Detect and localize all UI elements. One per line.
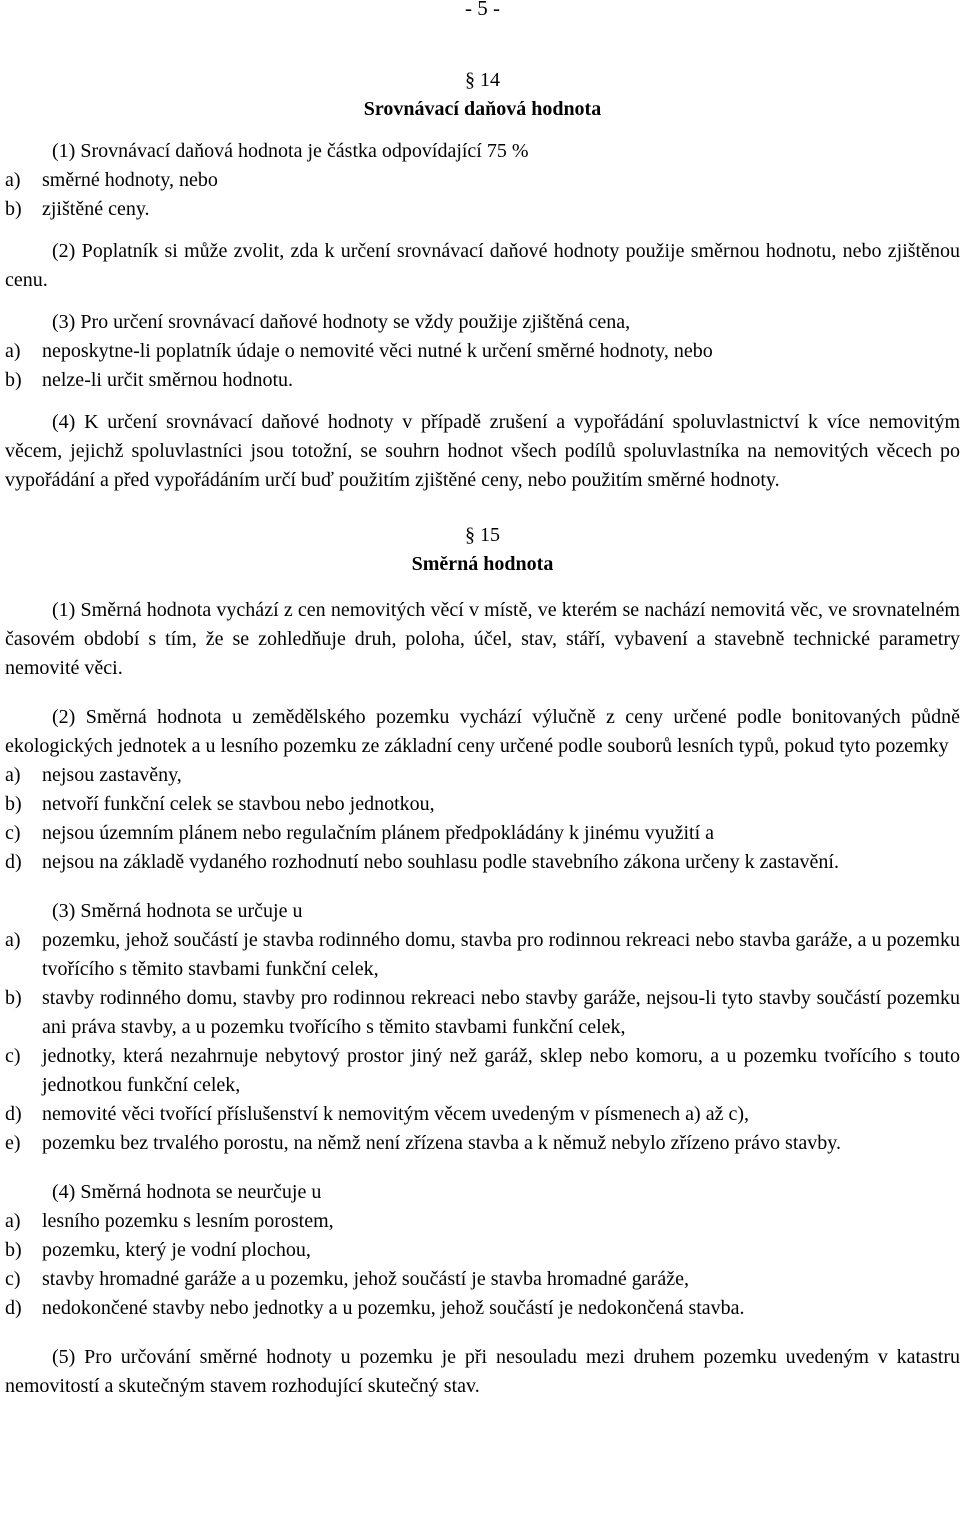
list-item-label: a) bbox=[5, 764, 21, 786]
list-item-text: směrné hodnoty, nebo bbox=[42, 169, 218, 191]
sec15-paragraph-1: (1) Směrná hodnota vychází z cen nemovitých věcí v místě, ve kterém se nachází nemovitá věc, ve srovnatelném časovém období s tím, že se zohledňuje druh, poloha, účel, stav, stáří, vybavení a stavebně technické parametry nemovité věci. bbox=[5, 599, 960, 679]
list-item-text: pozemku, jehož součástí je stavba rodinného domu, stavba pro rodinnou rekreaci nebo stavba garáže, a u pozemku tvořícího s těmito stavbami funkční celek, bbox=[42, 929, 960, 980]
list-item-text: neposkytne-li poplatník údaje o nemovité věci nutné k určení směrné hodnoty, nebo bbox=[42, 340, 713, 362]
list-item-label: e) bbox=[5, 1132, 21, 1154]
list-item-text: netvoří funkční celek se stavbou nebo jednotkou, bbox=[42, 793, 435, 815]
section-14-number: § 14 bbox=[465, 69, 500, 91]
document-page bbox=[5, 0, 960, 1401]
list-item-label: a) bbox=[5, 340, 21, 362]
section-14 bbox=[5, 66, 960, 495]
list-item-text: pozemku bez trvalého porostu, na němž není zřízena stavba a k němuž nebylo zřízeno právo stavby. bbox=[42, 1132, 841, 1154]
list-item bbox=[5, 819, 960, 848]
list-item-text: nejsou územním plánem nebo regulačním plánem předpokládány k jinému využití a bbox=[42, 822, 715, 844]
sec15-paragraph-5: (5) Pro určování směrné hodnoty u pozemku je při nesouladu mezi druhem pozemku uvedeným v katastru nemovitostí a skutečným stavem rozhodující skutečný stav. bbox=[5, 1346, 960, 1397]
section-15-title: Směrná hodnota bbox=[411, 553, 554, 575]
list-item-label: b) bbox=[5, 793, 22, 815]
list-item-text: jednotky, která nezahrnuje nebytový prostor jiný než garáž, sklep nebo komoru, a u pozemku tvořícího s touto jednotkou funkční celek, bbox=[42, 1045, 960, 1096]
list-item-text: zjištěné ceny. bbox=[42, 198, 150, 220]
sec15-paragraph-4-lead: (4) Směrná hodnota se neurčuje u bbox=[52, 1181, 322, 1203]
list-item-label: b) bbox=[5, 1239, 22, 1261]
list-item bbox=[5, 1265, 960, 1294]
sec14-paragraph-2: (2) Poplatník si může zvolit, zda k určení srovnávací daňové hodnoty použije směrnou hodnotu, nebo zjištěnou cenu. bbox=[5, 240, 960, 291]
list-item bbox=[5, 1294, 960, 1323]
list-item-label: d) bbox=[5, 1103, 22, 1125]
list-item bbox=[5, 1042, 960, 1100]
list-item-label: c) bbox=[5, 1268, 21, 1290]
list-item-label: b) bbox=[5, 987, 22, 1009]
list-item-label: a) bbox=[5, 929, 21, 951]
list-item-label: c) bbox=[5, 1045, 21, 1067]
list-item bbox=[5, 1236, 960, 1265]
section-14-title: Srovnávací daňová hodnota bbox=[363, 98, 602, 120]
list-item-text: lesního pozemku s lesním porostem, bbox=[42, 1210, 334, 1232]
sec14-paragraph-1-lead: (1) Srovnávací daňová hodnota je částka odpovídající 75 % bbox=[52, 140, 529, 162]
list-item-label: c) bbox=[5, 822, 21, 844]
list-item bbox=[5, 337, 960, 366]
sec14-paragraph-3-lead: (3) Pro určení srovnávací daňové hodnoty se vždy použije zjištěná cena, bbox=[52, 311, 631, 333]
section-15 bbox=[5, 521, 960, 1401]
sec14-paragraph-4: (4) K určení srovnávací daňové hodnoty v případě zrušení a vypořádání spoluvlastnictví k více nemovitým věcem, jejichž spoluvlastníci jsou totožní, se souhrn hodnot všech podílů spoluvlastníka na nemovitých věcech po vypořádání a před vypořádáním určí buď použitím zjištěné ceny, nebo použitím směrné hodnoty. bbox=[5, 411, 960, 491]
list-item-text: stavby hromadné garáže a u pozemku, jehož součástí je stavba hromadné garáže, bbox=[42, 1268, 689, 1290]
sec15-paragraph-2-lead: (2) Směrná hodnota u zemědělského pozemku vychází výlučně z ceny určené podle bonitovaných půdně ekologických jednotek a u lesního pozemku ze základní ceny určené podle souborů lesních typů, pokud tyto pozemky bbox=[5, 706, 960, 757]
list-item bbox=[5, 1100, 960, 1129]
list-item bbox=[5, 790, 960, 819]
list-item-text: stavby rodinného domu, stavby pro rodinnou rekreaci nebo stavby garáže, nejsou-li tyto stavby součástí pozemku ani práva stavby, a u pozemku tvořícího s těmito stavbami funkční celek, bbox=[42, 987, 960, 1038]
list-item-label: d) bbox=[5, 851, 22, 873]
list-item bbox=[5, 366, 960, 395]
list-item-text: nemovité věci tvořící příslušenství k nemovitým věcem uvedeným v písmenech a) až c), bbox=[42, 1103, 750, 1125]
list-item bbox=[5, 166, 960, 195]
list-item-text: pozemku, který je vodní plochou, bbox=[42, 1239, 311, 1261]
list-item bbox=[5, 761, 960, 790]
page-number: - 5 - bbox=[465, 0, 500, 20]
list-item-label: a) bbox=[5, 169, 21, 191]
list-item bbox=[5, 1207, 960, 1236]
list-item-label: b) bbox=[5, 198, 22, 220]
list-item-text: nedokončené stavby nebo jednotky a u pozemku, jehož součástí je nedokončená stavba. bbox=[42, 1297, 745, 1319]
list-item bbox=[5, 926, 960, 984]
list-item bbox=[5, 195, 960, 224]
list-item bbox=[5, 1129, 960, 1158]
list-item-label: b) bbox=[5, 369, 22, 391]
section-15-number: § 15 bbox=[465, 524, 500, 546]
list-item-text: nejsou zastavěny, bbox=[42, 764, 182, 786]
list-item-label: d) bbox=[5, 1297, 22, 1319]
sec15-paragraph-3-lead: (3) Směrná hodnota se určuje u bbox=[52, 900, 303, 922]
list-item bbox=[5, 984, 960, 1042]
list-item-label: a) bbox=[5, 1210, 21, 1232]
list-item-text: nelze-li určit směrnou hodnotu. bbox=[42, 369, 294, 391]
list-item bbox=[5, 848, 960, 877]
list-item-text: nejsou na základě vydaného rozhodnutí nebo souhlasu podle stavebního zákona určeny k zastavění. bbox=[42, 851, 839, 873]
